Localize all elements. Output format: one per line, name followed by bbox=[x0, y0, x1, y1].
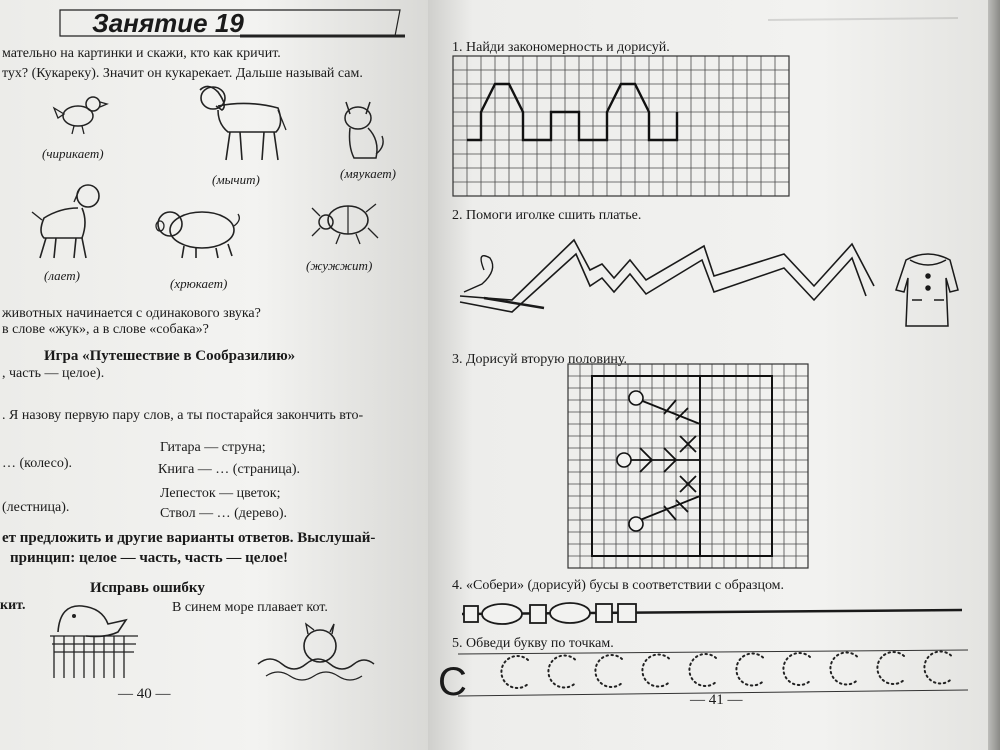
intro-line-2: тух? (Кукареку). Значит он кукарекает. Дальше называй сам. bbox=[2, 66, 363, 81]
page-number-left: — 40 — bbox=[118, 686, 171, 702]
caption-beetle: (жужжит) bbox=[306, 258, 373, 273]
cat-drawing bbox=[340, 96, 390, 166]
dotted-letter bbox=[689, 654, 716, 686]
pair-right-1: Гитара — струна; bbox=[160, 440, 266, 455]
task-1-label: 1. Найди закономерность и дорисуй. bbox=[452, 40, 670, 55]
pair-right-4: Ствол — … (дерево). bbox=[160, 506, 287, 521]
caption-cow: (мычит) bbox=[212, 172, 260, 187]
pair-right-2: Книга — … (страница). bbox=[158, 462, 301, 477]
task-3-label: 3. Дорисуй вторую половину. bbox=[452, 352, 628, 367]
task-2-label: 2. Помоги иголке сшить платье. bbox=[452, 208, 642, 223]
pair-left-1: … (колесо). bbox=[2, 456, 72, 471]
letter-sample: С bbox=[438, 660, 467, 704]
dotted-letter bbox=[783, 653, 810, 685]
game-subtitle: , часть — целое). bbox=[2, 366, 105, 381]
task-4-label: 4. «Собери» (дорисуй) бусы в соответствии с образцом. bbox=[452, 578, 785, 593]
pair-right-3: Лепесток — цветок; bbox=[160, 486, 281, 501]
dotted-letter bbox=[736, 654, 763, 686]
fix-sentence: В синем море плавает кот. bbox=[172, 600, 328, 615]
left-page bbox=[0, 0, 428, 750]
dotted-letter bbox=[642, 655, 669, 687]
beads-sample bbox=[462, 596, 962, 632]
dotted-letter bbox=[595, 655, 622, 687]
dog-drawing bbox=[30, 182, 110, 262]
right-page bbox=[428, 0, 988, 750]
dotted-letter bbox=[830, 653, 857, 685]
cow-drawing bbox=[188, 80, 288, 166]
lesson-title: Занятие 19 bbox=[92, 8, 244, 38]
page-number-right: — 41 — bbox=[690, 692, 743, 708]
beetle-drawing bbox=[310, 198, 380, 248]
dotted-letter bbox=[548, 656, 575, 688]
bird-drawing bbox=[52, 92, 108, 136]
book-edge bbox=[988, 0, 1000, 750]
question-line-2: в слове «жук», а в слове «собака»? bbox=[2, 322, 209, 337]
dotted-letter bbox=[501, 656, 528, 688]
pattern-grid bbox=[453, 56, 789, 200]
game-instruction: . Я назову первую пару слов, а ты постарайся закончить вто- bbox=[2, 408, 364, 423]
pig-drawing bbox=[152, 204, 242, 260]
dotted-letter bbox=[924, 652, 951, 684]
fix-left-text: кит. bbox=[0, 598, 26, 613]
dotted-letter bbox=[877, 652, 904, 684]
bold-line-1: ет предложить и другие варианты ответов. Выслушай- bbox=[2, 530, 376, 546]
fix-title: Исправь ошибку bbox=[90, 580, 205, 596]
caption-pig: (хрюкает) bbox=[170, 276, 228, 291]
whale-fence-drawing bbox=[46, 592, 142, 684]
cat-in-sea-drawing bbox=[256, 618, 376, 688]
bold-line-2: принцип: целое — часть, часть — целое! bbox=[10, 550, 289, 566]
needle-path-drawing bbox=[454, 230, 964, 340]
caption-cat: (мяукает) bbox=[340, 166, 397, 181]
caption-bird: (чирикает) bbox=[42, 146, 104, 161]
pair-left-2: (лестница). bbox=[2, 500, 70, 515]
question-line-1: животных начинается с одинакового звука? bbox=[2, 306, 261, 321]
caption-dog: (лает) bbox=[44, 268, 80, 283]
intro-line-1: мательно на картинки и скажи, кто как кричит. bbox=[2, 46, 281, 61]
snowflake-grid bbox=[568, 364, 808, 568]
task-5-label: 5. Обведи букву по точкам. bbox=[452, 636, 614, 651]
game-title: Игра «Путешествие в Сообразилию» bbox=[44, 348, 296, 364]
